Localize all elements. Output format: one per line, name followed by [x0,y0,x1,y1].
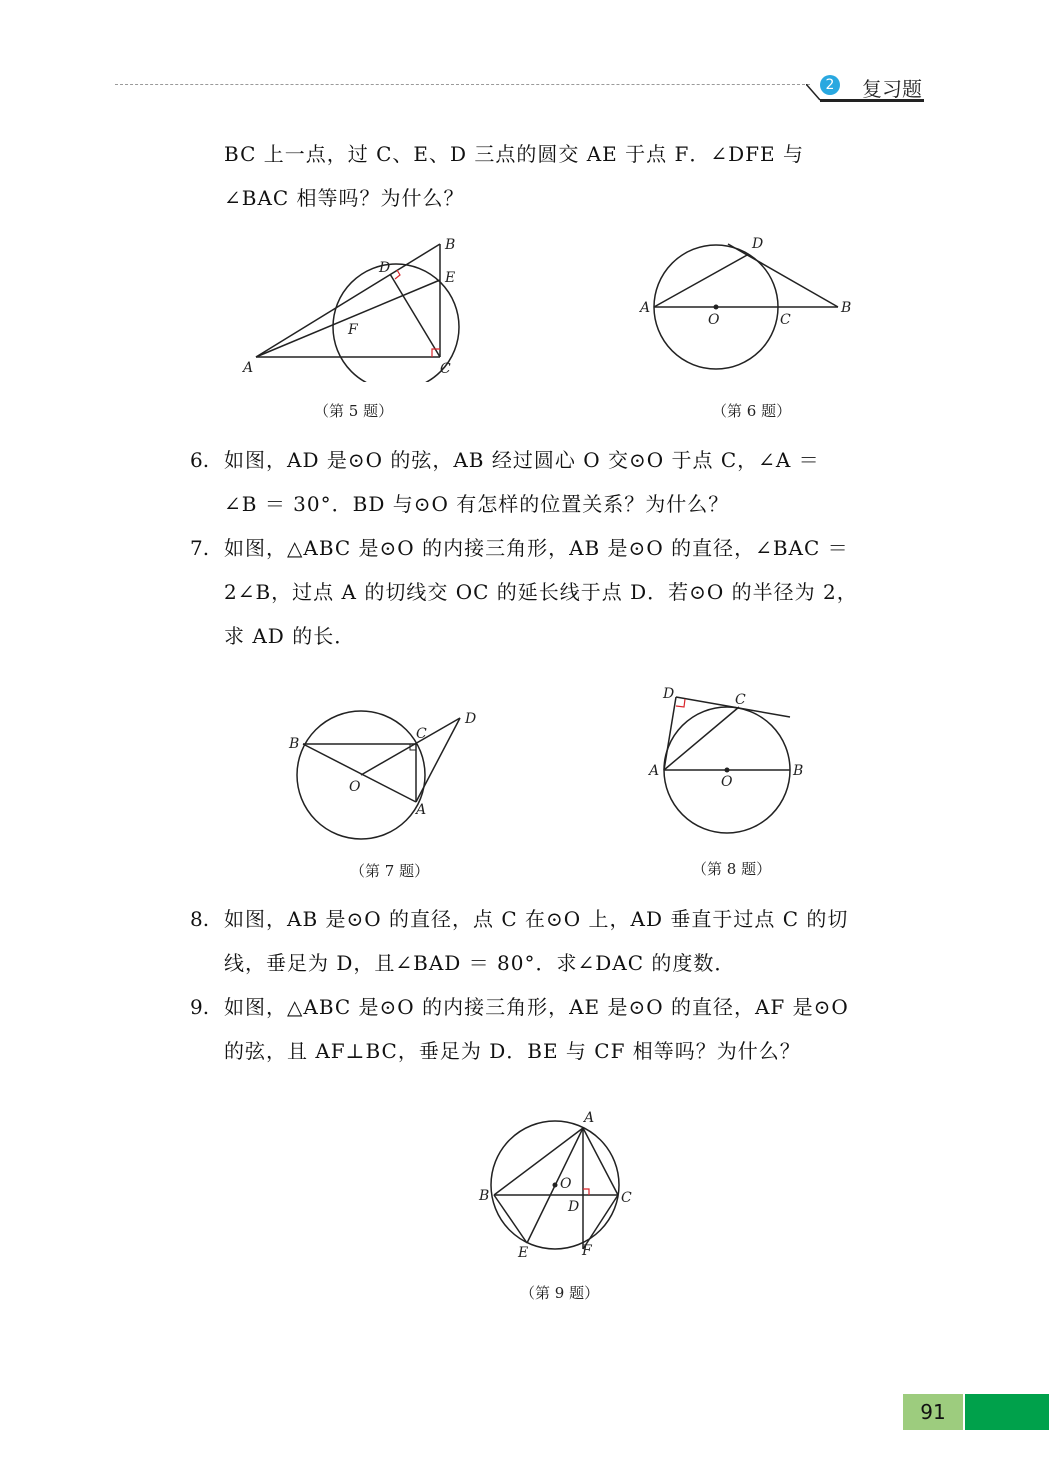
figure-6 [636,232,866,382]
fig5-label-D: D [379,260,391,276]
problem5-line2: ∠BAC 相等吗？为什么？ [224,186,465,210]
figure-8 [645,680,815,840]
figure-7 [285,700,495,850]
fig5-label-A: A [243,360,254,376]
fig9-label-B: B [479,1188,490,1204]
fig9-caption: （第 9 题） [520,1284,600,1302]
fig8-label-D: D [663,686,675,702]
fig9-label-E: E [518,1245,529,1261]
fig6-label-B: B [841,300,852,316]
fig9-label-A: A [584,1110,595,1126]
fig6-label-D: D [752,236,764,252]
fig7-label-B: B [289,736,300,752]
fig6-caption: （第 6 题） [712,402,792,420]
fig7-label-C: C [416,726,427,742]
fig8-label-O: O [721,774,733,790]
fig8-label-B: B [793,763,804,779]
problem6-line2: ∠B ＝ 30°．BD 与⊙O 有怎样的位置关系？为什么？ [224,492,730,516]
fig8-label-C: C [735,692,746,708]
fig7-label-O: O [349,779,361,795]
fig6-label-O: O [708,312,720,328]
problem9-line2: 的弦，且 AF⊥BC，垂足为 D．BE 与 CF 相等吗？为什么？ [224,1039,801,1063]
fig7-label-A: A [416,802,427,818]
fig5-caption: （第 5 题） [314,402,394,420]
header-dashed-rule [115,84,810,85]
fig9-label-F: F [582,1243,592,1259]
fig9-label-D: D [568,1199,580,1215]
fig8-caption: （第 8 题） [692,860,772,878]
fig6-label-C: C [780,312,791,328]
problem7-line3: 求 AD 的长． [224,624,356,648]
fig6-label-A: A [640,300,651,316]
fig9-label-O: O [560,1176,572,1192]
problem7-number: 7. [190,536,210,560]
fig5-label-C: C [440,361,451,377]
problem5-line1: BC 上一点，过 C、E、D 三点的圆交 AE 于点 F．∠DFE 与 [224,142,804,166]
problem8-number: 8. [190,907,210,931]
fig7-caption: （第 7 题） [350,862,430,880]
chapter-title: 复习题 [862,77,922,101]
problem9-line1: 如图，△ABC 是⊙O 的内接三角形，AE 是⊙O 的直径，AF 是⊙O [224,995,849,1019]
fig9-label-C: C [621,1190,632,1206]
problem8-line2: 线，垂足为 D，且∠BAD ＝ 80°．求∠DAC 的度数． [224,951,736,975]
problem6-line1: 如图，AD 是⊙O 的弦，AB 经过圆心 O 交⊙O 于点 C，∠A ＝ [224,448,820,472]
fig7-label-D: D [465,711,477,727]
chapter-badge: 2 [820,75,840,95]
figure-5 [235,232,475,382]
fig8-label-A: A [649,763,660,779]
fig5-label-E: E [445,270,456,286]
problem9-number: 9. [190,995,210,1019]
problem6-number: 6. [190,448,210,472]
figure-9 [470,1105,640,1265]
problem7-line1: 如图，△ABC 是⊙O 的内接三角形，AB 是⊙O 的直径，∠BAC ＝ [224,536,849,560]
page-number: 91 [920,1400,946,1424]
problem7-line2: 2∠B，过点 A 的切线交 OC 的延长线于点 D．若⊙O 的半径为 2， [224,580,858,604]
problem8-line1: 如图，AB 是⊙O 的直径，点 C 在⊙O 上，AD 垂直于过点 C 的切 [224,907,849,931]
fig5-label-F: F [348,322,358,338]
fig5-label-B: B [445,237,456,253]
page-color-bar [965,1394,1049,1430]
